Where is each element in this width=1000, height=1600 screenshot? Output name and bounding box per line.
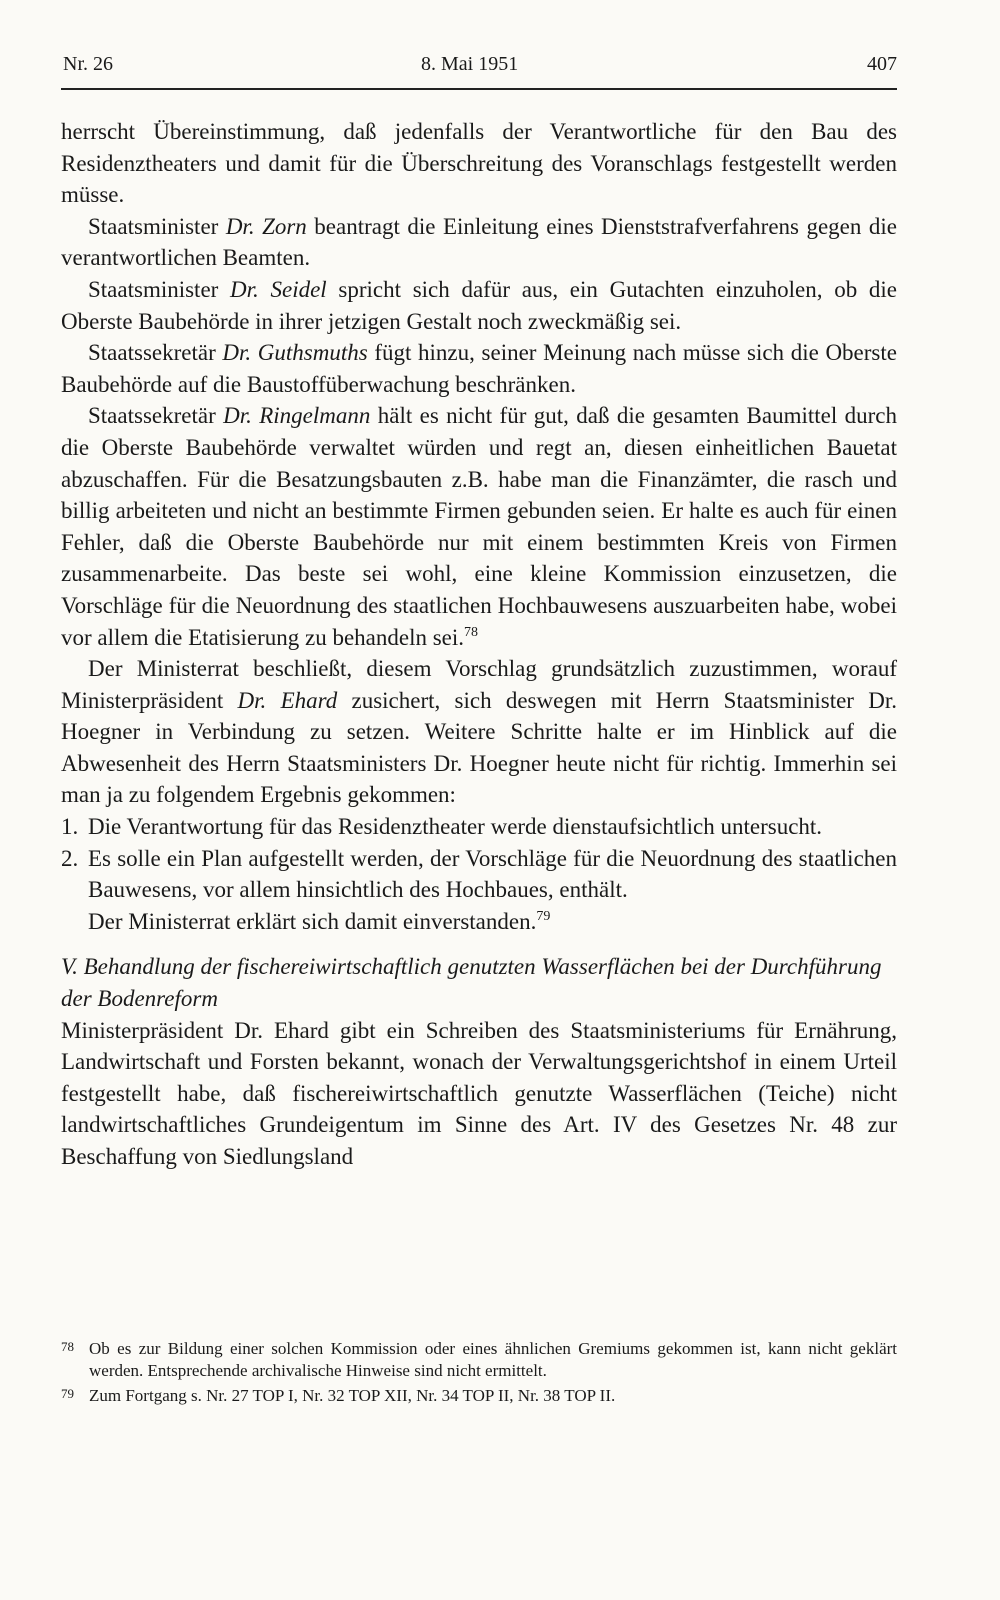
list-marker: 2.	[61, 845, 79, 871]
footnotes	[61, 1338, 897, 1410]
speaker-name: Dr. Zorn	[225, 213, 307, 239]
paragraph: herrscht Übereinstimmung, daß jedenfalls der Verantwortliche für den Bau des Residenztheaters und damit für die Überschreitung des Voranschlags festgestellt werden müsse.	[61, 119, 897, 208]
list-item: 2. Es solle ein Plan aufgestellt werden, der Vorschläge für die Neuordnung des staatlichen Bauwesens, vor allem hinsichtlich des Hochbaues, enthält. Der Ministerrat erklärt sich damit einverstanden.$^{79}$	[61, 843, 897, 938]
footnote-reference: 78	[464, 624, 479, 640]
paragraph: Staatssekretär Dr. Guthsmuths fügt hinzu, seiner Meinung nach müsse sich die Oberste Baubehörde auf die Baustoffüberwachung beschränken.	[61, 340, 897, 397]
footnote-mark: 78	[61, 1339, 74, 1354]
footnote	[61, 1338, 897, 1382]
header-rule	[61, 88, 897, 90]
footnote-text: Ob es zur Bildung einer solchen Kommission oder eines ähnlichen Gremiums gekommen ist, kann nicht geklärt werden. Entsprechende archivalische Hinweise sind nicht ermittelt.	[89, 1339, 897, 1380]
footnote	[61, 1385, 897, 1407]
page-number: 407	[867, 53, 897, 75]
document-page	[61, 0, 897, 1600]
speaker-name: Dr. Ehard	[237, 687, 338, 713]
speaker-name: Dr. Seidel	[230, 276, 327, 302]
footnote-text: Zum Fortgang s. Nr. 27 TOP I, Nr. 32 TOP XII, Nr. 34 TOP II, Nr. 38 TOP II.	[89, 1386, 616, 1405]
speaker-name: Dr. Guthsmuths	[222, 340, 368, 366]
footnote-mark: 79	[61, 1386, 74, 1401]
list-item: 1. Die Verantwortung für das Residenztheater werde dienstaufsichtlich untersucht.	[61, 811, 897, 843]
list-marker: 1.	[61, 814, 79, 840]
document-number: Nr. 26	[63, 53, 113, 75]
meeting-date: 8. Mai 1951	[421, 53, 519, 75]
paragraph: Der Ministerrat beschließt, diesem Vorschlag grundsätzlich zuzustimmen, worauf Ministerpräsident Dr. Ehard zusichert, sich deswegen mit Herrn Staatsminister Dr. Hoegner in Verbindung zu setzen. Weitere Schritte halte er im Hinblick auf die Abwesenheit des Herrn Staatsministers Dr. Hoegner heute nicht für richtig. Immerhin sei man ja zu folgendem Ergebnis gekommen:	[61, 656, 897, 808]
page-header	[61, 53, 897, 83]
paragraph: Staatssekretär Dr. Ringelmann hält es nicht für gut, daß die gesamten Baumittel durch die Oberste Baubehörde verwaltet würden und regt an, diesen einheitlichen Bauetat abzuschaffen. Für die Besatzungsbauten z.B. habe man die Finanzämter, die rasch und billig arbeiteten und nicht an bestimmte Firmen gebunden seien. Er halte es auch für einen Fehler, daß die Oberste Baubehörde nur mit einem bestimmten Kreis von Firmen zusammenarbeite. Das beste sei wohl, eine kleine Kommission einzusetzen, die Vorschläge für die Neuordnung des staatlichen Hochbauwesens auszuarbeiten habe, wobei vor allem die Etatisierung zu behandeln sei.$^{78}$	[61, 403, 897, 650]
paragraph: Ministerpräsident Dr. Ehard gibt ein Schreiben des Staatsministeriums für Ernährung, Landwirtschaft und Forsten bekannt, wonach der Verwaltungsgerichtshof in einem Urteil festgestellt habe, daß fischereiwirtschaftlich genutzte Wasserflächen (Teiche) nicht landwirtschaftliches Grundeigentum im Sinne des Art. IV des Gesetzes Nr. 48 zur Beschaffung von Siedlungsland	[61, 1017, 897, 1169]
paragraph: Staatsminister Dr. Zorn beantragt die Einleitung eines Dienststrafverfahrens gegen die verantwortlichen Beamten.	[61, 213, 897, 271]
body-text	[61, 116, 897, 1173]
speaker-name: Dr. Ringelmann	[223, 403, 371, 429]
section-heading: V. Behandlung der fischereiwirtschaftlich genutzten Wasserflächen bei der Durchführung der Bodenreform	[61, 954, 882, 1012]
footnote-reference: 79	[536, 908, 551, 924]
paragraph: Staatsminister Dr. Seidel spricht sich dafür aus, ein Gutachten einzuholen, ob die Oberste Baubehörde in ihrer jetzigen Gestalt noch zweckmäßig sei.	[61, 276, 897, 334]
